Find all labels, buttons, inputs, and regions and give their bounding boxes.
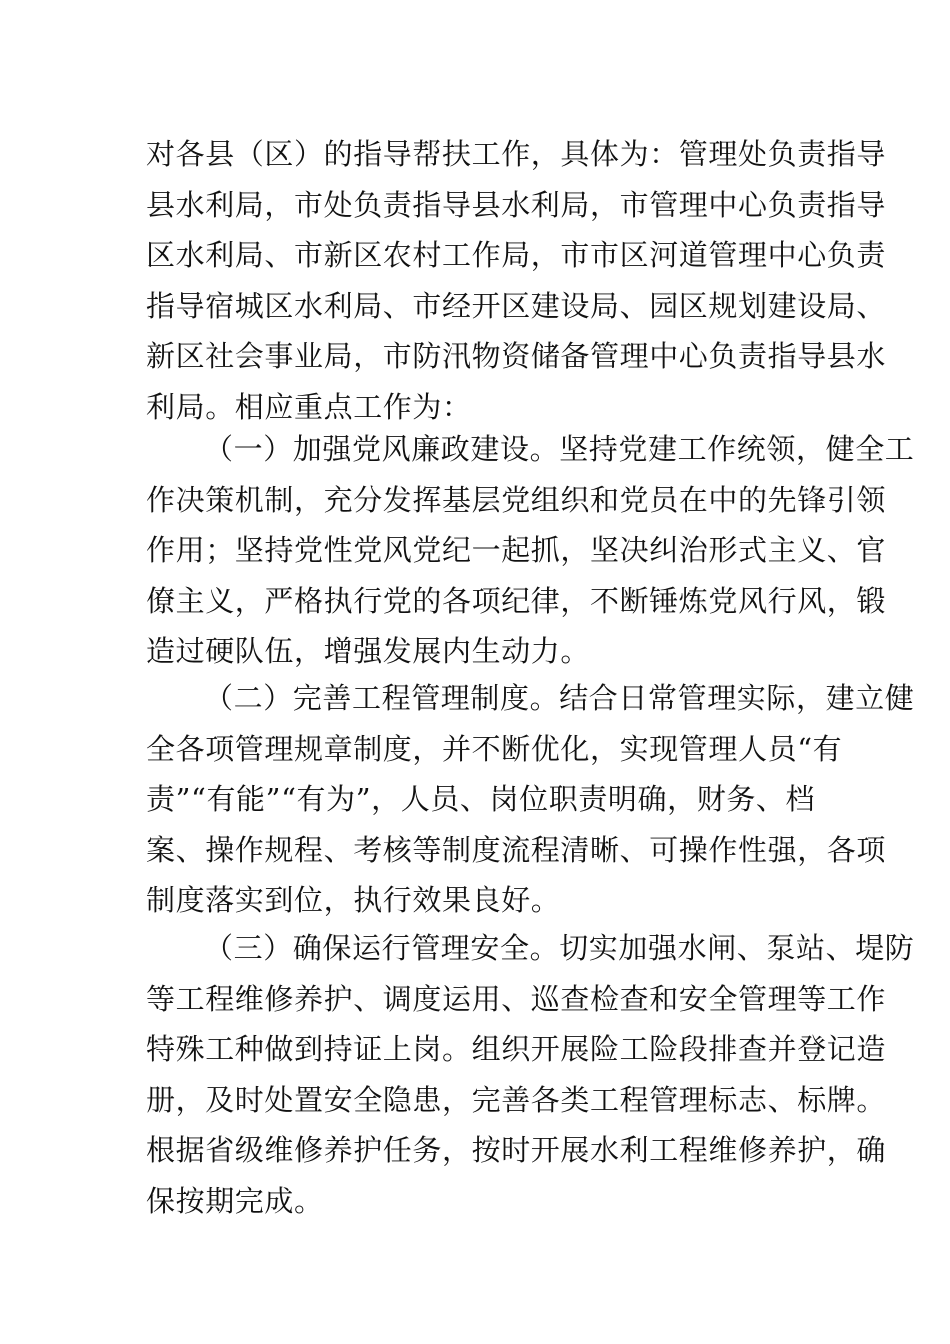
text-line: 区水利局、市新区农村工作局，市市区河道管理中心负责 xyxy=(146,238,887,273)
text-line: 根据省级维修养护任务，按时开展水利工程维修养护，确 xyxy=(146,1133,887,1168)
text-line: 制度落实到位，执行效果良好。 xyxy=(146,883,561,918)
paragraph-section-1 xyxy=(146,424,915,677)
paragraph-intro xyxy=(146,129,887,433)
text-line: 全各项管理规章制度，并不断优化，实现管理人员“有 xyxy=(146,731,843,766)
text-line: 特殊工种做到持证上岗。组织开展险工险段排查并登记造 xyxy=(146,1032,887,1067)
text-line: 作用；坚持党性党风党纪一起抓，坚决纠治形式主义、官 xyxy=(146,533,887,568)
paragraph-section-3 xyxy=(146,923,915,1227)
text-line: 责”“有能”“有为”，人员、岗位职责明确，财务、档 xyxy=(146,782,816,817)
text-line: （三）确保运行管理安全。切实加强水闸、泵站、堤防 xyxy=(204,931,915,965)
text-line: （一）加强党风廉政建设。坚持党建工作统领，健全工 xyxy=(204,432,915,466)
text-line: 县水利局，市处负责指导县水利局，市管理中心负责指导 xyxy=(146,187,887,222)
text-line: 对各县（区）的指导帮扶工作，具体为：管理处负责指导 xyxy=(146,137,887,171)
text-line: 新区社会事业局，市防汛物资储备管理中心负责指导县水 xyxy=(146,339,887,374)
paragraph-section-2 xyxy=(146,673,915,926)
text-line: 册，及时处置安全隐患，完善各类工程管理标志、标牌。 xyxy=(146,1082,887,1117)
text-line: 作决策机制，充分发挥基层党组织和党员在中的先锋引领 xyxy=(146,482,887,517)
text-line: 案、操作规程、考核等制度流程清晰、可操作性强，各项 xyxy=(146,832,887,867)
text-line: 造过硬队伍，增强发展内生动力。 xyxy=(146,634,591,669)
text-line: 保按期完成。 xyxy=(146,1183,324,1218)
text-line: 利局。相应重点工作为： xyxy=(146,389,472,424)
text-line: 指导宿城区水利局、市经开区建设局、园区规划建设局、 xyxy=(146,288,887,323)
text-line: （二）完善工程管理制度。结合日常管理实际，建立健 xyxy=(204,681,915,715)
text-line: 僚主义，严格执行党的各项纪律，不断锤炼党风行风，锻 xyxy=(146,583,887,618)
text-line: 等工程维修养护、调度运用、巡查检查和安全管理等工作 xyxy=(146,981,887,1016)
